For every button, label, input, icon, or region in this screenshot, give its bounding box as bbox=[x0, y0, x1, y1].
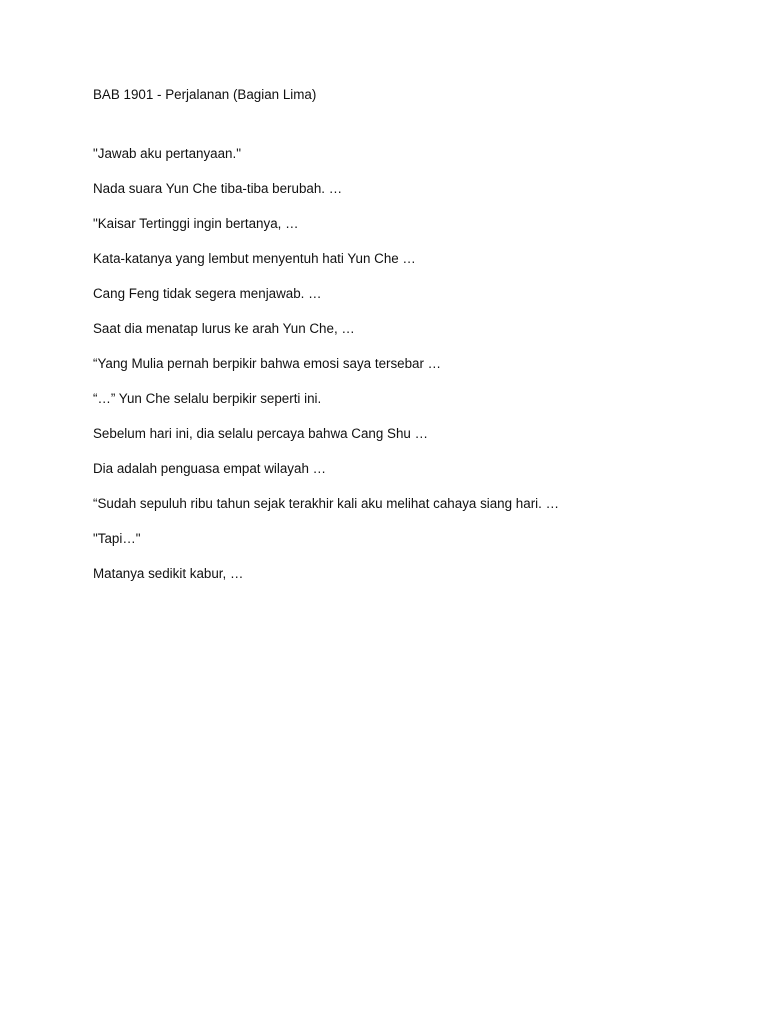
paragraph: "Tapi…" bbox=[93, 530, 141, 546]
paragraph: Sebelum hari ini, dia selalu percaya bahwa Cang Shu … bbox=[93, 425, 428, 441]
chapter-title: BAB 1901 - Perjalanan (Bagian Lima) bbox=[93, 87, 317, 102]
paragraph: “Sudah sepuluh ribu tahun sejak terakhir kali aku melihat cahaya siang hari. … bbox=[93, 495, 559, 511]
paragraph: “Yang Mulia pernah berpikir bahwa emosi saya tersebar … bbox=[93, 355, 442, 371]
paragraph: “…” Yun Che selalu berpikir seperti ini. bbox=[93, 390, 322, 406]
paragraph: Nada suara Yun Che tiba-tiba berubah. … bbox=[93, 180, 343, 196]
paragraph: Kata-katanya yang lembut menyentuh hati Yun Che … bbox=[93, 250, 416, 266]
paragraph: Dia adalah penguasa empat wilayah … bbox=[93, 460, 326, 476]
paragraph: Matanya sedikit kabur, … bbox=[93, 565, 244, 581]
paragraph: "Jawab aku pertanyaan." bbox=[93, 145, 241, 161]
paragraph: Saat dia menatap lurus ke arah Yun Che, … bbox=[93, 320, 355, 336]
paragraph: "Kaisar Tertinggi ingin bertanya, … bbox=[93, 215, 299, 231]
paragraph: Cang Feng tidak segera menjawab. … bbox=[93, 285, 322, 301]
